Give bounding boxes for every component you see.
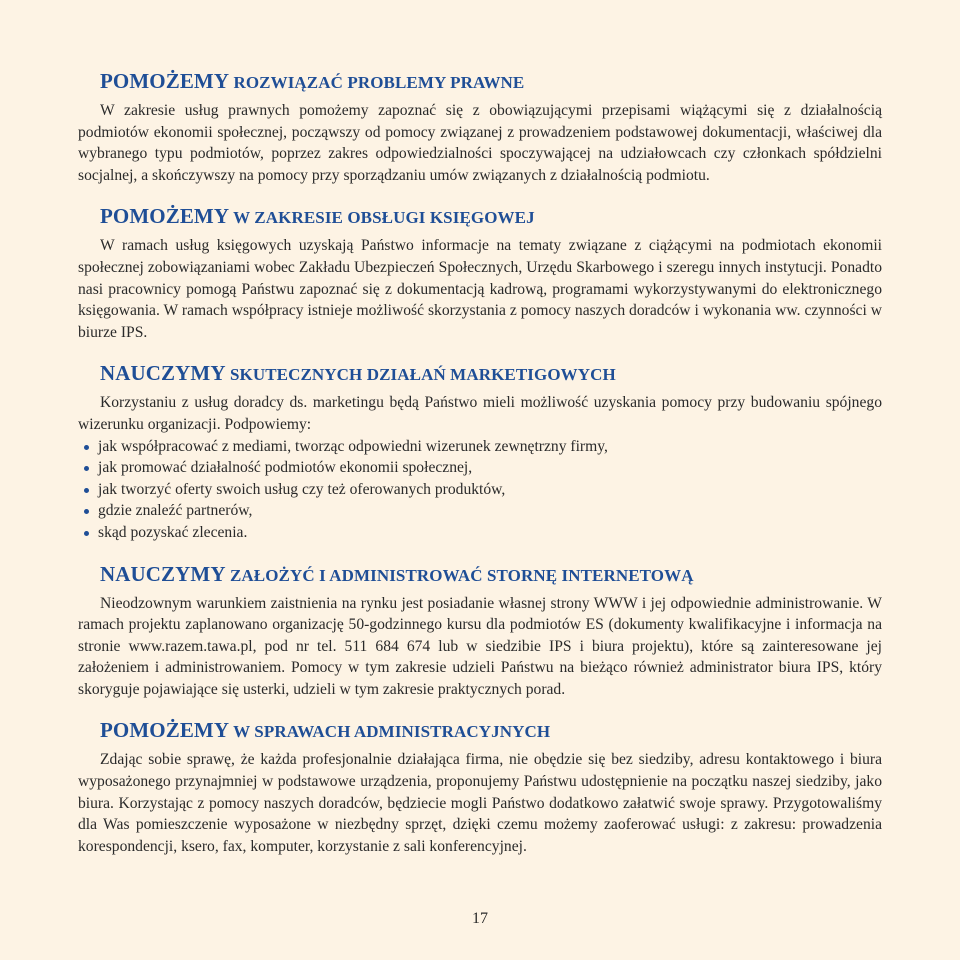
- heading-lead: POMOŻEMY: [100, 204, 230, 229]
- bullet-icon: [84, 488, 89, 493]
- list-item-text: jak tworzyć oferty swoich usług czy też oferowanych produktów,: [98, 480, 506, 498]
- heading-rest: SKUTECZNYCH DZIAŁAŃ MARKETIGOWYCH: [225, 365, 616, 385]
- heading-lead: POMOŻEMY: [100, 69, 230, 93]
- section-paragraph: Zdając sobie sprawę, że każda profesjonalnie działająca firma, nie obędzie się bez siedziby, adresu kontaktowego i biura wyposażonego przynajmniej w podstawowe urządzenia, proponujemy Państwu udostępnienie na początku naszej siedziby, jako biura. Korzystając z pomocy naszych doradców, będziecie mogli Państwo dodatkowo załatwić swoje sprawy. Przygotowaliśmy dla Was pomieszczenie wyposażone w niezbędny sprzęt, dzięki czemu możemy zaoferować usługi: z zakresu: prowadzenia korespondencji, ksero, fax, komputer, korzystanie z sali konferencyjnej.: [78, 751, 882, 855]
- list-item: [84, 522, 882, 544]
- section-paragraph: W ramach usług księgowych uzyskają Państwo informacje na tematy związane z ciążącymi na podmiotach ekonomii społecznej zobowiązaniami wobec Zakładu Ubezpieczeń Społecznych, Urzędu Skarbowego i szeregu innych instytucji. Ponadto nasi pracownicy pomogą Państwu zapoznać się z dokumentacją kadrową, programami wykorzystywanymi do elektronicznego księgowania. W ramach współpracy istnieje możliwość skorzystania z pomocy naszych doradców i wykonania ww. czynności w biurze IPS.: [78, 237, 882, 341]
- section-paragraph: Nieodzownym warunkiem zaistnienia na rynku jest posiadanie własnej strony WWW i jej odpowiednie administrowanie. W ramach projektu zaplanowano organizację 50-godzinnego kursu dla podmiotów ES (dokumenty kwalifikacyjne i informacja na stronie www.razem.tawa.pl, pod nr tel. 511 684 674 lub w siedzibie IPS i biura projektu), które są zainteresowane jej założeniem i administrowaniem. Pomocy w tym zakresie udzieli Państwu na bieżąco również administrator biura IPS, który skoryguje pojawiające się usterki, udzieli w tym zakresie praktycznych porad.: [78, 594, 882, 698]
- heading-lead: NAUCZYMY: [100, 561, 226, 586]
- list-item-text: jak promować działalność podmiotów ekonomii społecznej,: [98, 459, 473, 477]
- section-paragraph: Korzystaniu z usług doradcy ds. marketingu będą Państwo mieli możliwość uzyskania pomocy przy budowaniu spójnego wizerunku organizacji. Podpowiemy:: [78, 394, 882, 433]
- heading-rest: ROZWIĄZAĆ PROBLEMY PRAWNE: [229, 73, 525, 92]
- section-legal-help: [78, 68, 882, 186]
- list-item: [84, 436, 882, 458]
- list-item-text: jak współpracować z mediami, tworząc odpowiedni wizerunek zewnętrzny firmy,: [98, 437, 608, 455]
- section-website: [78, 561, 882, 701]
- bullet-icon: [84, 466, 89, 471]
- list-item: [84, 457, 882, 479]
- section-paragraph: W zakresie usług prawnych pomożemy zapoznać się z obowiązującymi przepisami wiążącymi się z działalnością podmiotów ekonomii społecznej, począwszy od pomocy związanej z prowadzeniem podstawowej dokumentacji, właściwej dla wybranego typu podmiotów, poprzez zakres odpowiedzialności spoczywającej na udziałowcach czy członkach spółdzielni socjalnej, a skończywszy na pomocy przy sporządzaniu umów związanych z działalnością podmiotu.: [78, 102, 882, 184]
- section-heading: [100, 203, 882, 231]
- bullet-icon: [84, 509, 89, 514]
- heading-rest: W SPRAWACH ADMINISTRACYJNYCH: [229, 722, 551, 742]
- heading-lead: POMOŻEMY: [100, 718, 230, 743]
- heading-rest: W ZAKRESIE OBSŁUGI KSIĘGOWEJ: [229, 208, 535, 228]
- section-heading: [100, 68, 882, 96]
- section-heading: [100, 717, 882, 745]
- list-item-text: gdzie znaleźć partnerów,: [98, 502, 253, 520]
- heading-lead: NAUCZYMY: [100, 361, 226, 386]
- section-heading: [100, 360, 882, 388]
- list-item: [84, 500, 882, 522]
- bullet-list: [78, 436, 882, 544]
- list-item: [84, 479, 882, 501]
- bullet-icon: [84, 531, 89, 536]
- section-marketing: [78, 360, 882, 543]
- section-administrative: [78, 717, 882, 857]
- section-accounting: [78, 203, 882, 343]
- list-item-text: skąd pozyskać zlecenia.: [98, 523, 248, 541]
- bullet-icon: [84, 445, 89, 450]
- page-number: 17: [472, 910, 488, 927]
- section-heading: [100, 561, 882, 589]
- heading-rest: ZAŁOŻYĆ I ADMINISTROWAĆ STORNĘ INTERNETOWĄ: [225, 565, 694, 585]
